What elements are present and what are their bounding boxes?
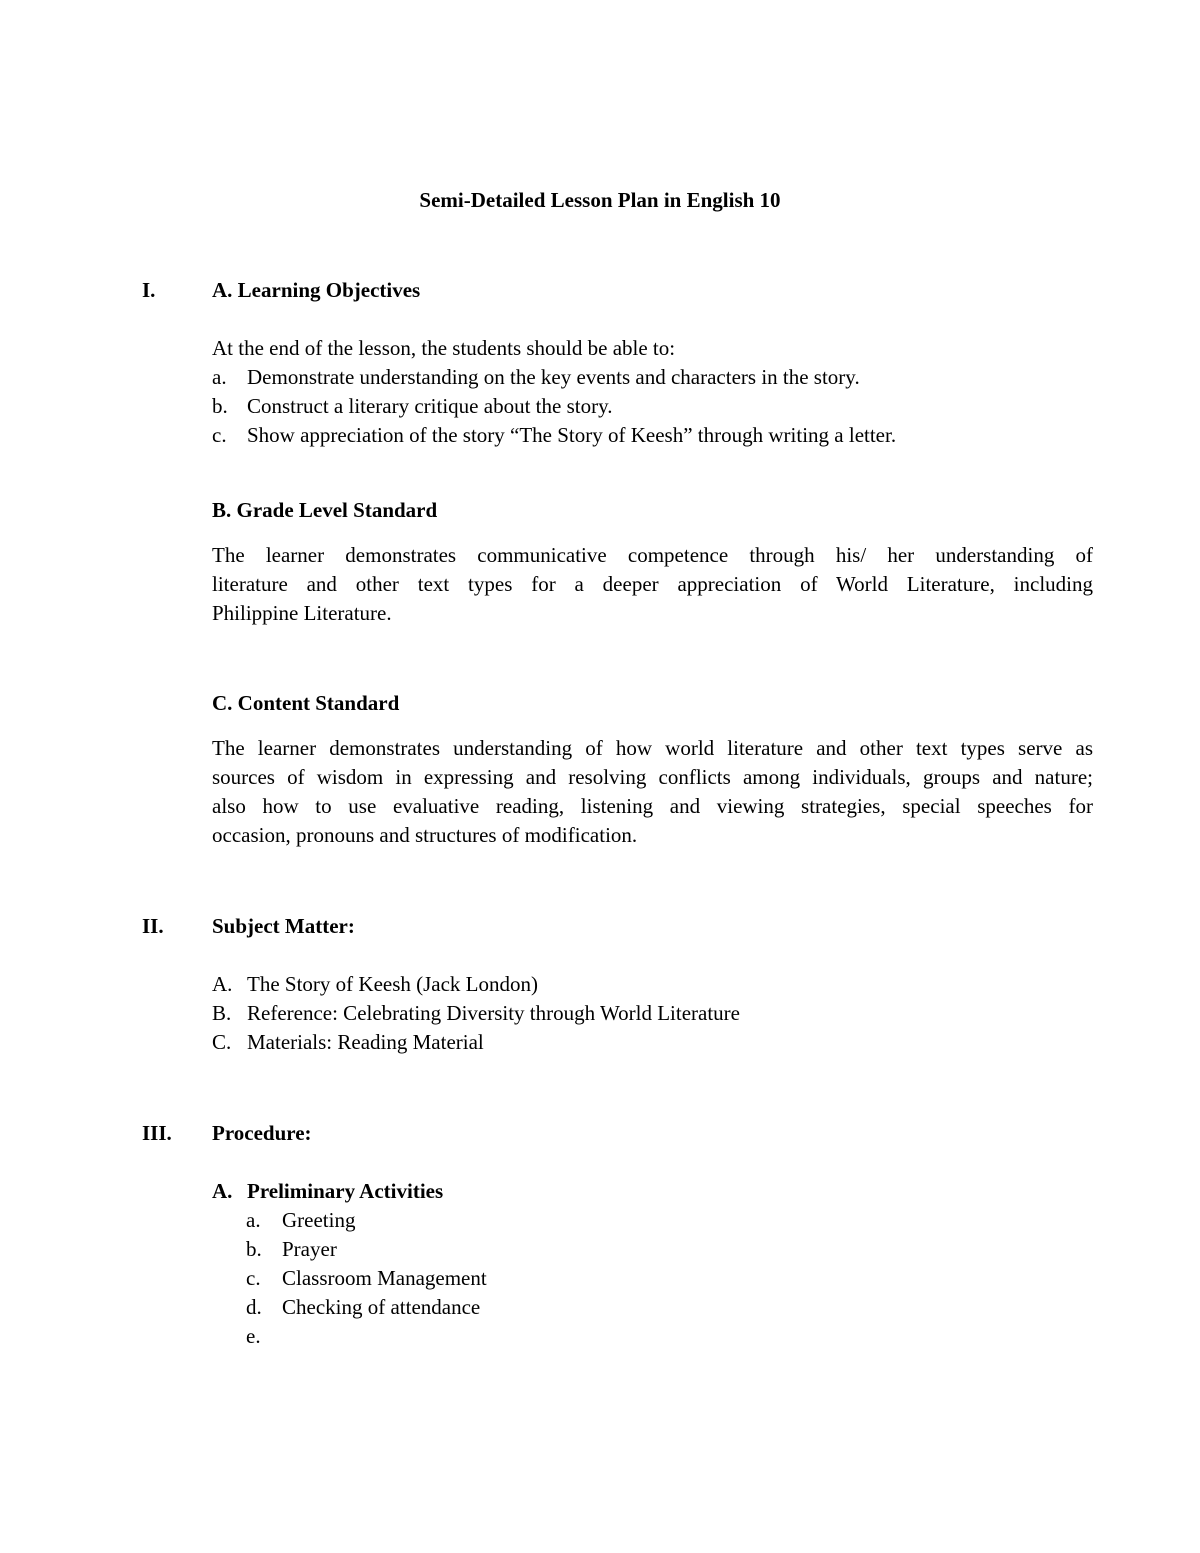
preliminary-item-marker: c. bbox=[246, 1266, 261, 1290]
paragraph-line: occasion, pronouns and structures of modification. bbox=[212, 823, 638, 847]
grade-level-heading: B. Grade Level Standard bbox=[212, 498, 438, 522]
preliminary-item-text: Prayer bbox=[282, 1237, 337, 1261]
subject-matter-marker: C. bbox=[212, 1030, 232, 1054]
preliminary-marker: A. bbox=[212, 1179, 233, 1203]
preliminary-item-text: Checking of attendance bbox=[282, 1295, 481, 1319]
paragraph-line: The learner demonstrates communicative competence through his/ her understanding of bbox=[212, 543, 1093, 567]
preliminary-item-marker: e. bbox=[246, 1324, 261, 1348]
objective-item bbox=[212, 421, 1092, 450]
objective-text: Construct a literary critique about the story. bbox=[247, 394, 613, 418]
preliminary-item bbox=[246, 1206, 355, 1235]
learning-objectives-heading: A. Learning Objectives bbox=[212, 278, 421, 302]
preliminary-item bbox=[246, 1293, 480, 1322]
paragraph-line: sources of wisdom in expressing and resolving conflicts among individuals, groups and nature; bbox=[212, 765, 1093, 789]
paragraph-line: also how to use evaluative reading, listening and viewing strategies, special speeches for bbox=[212, 794, 1093, 818]
preliminary-item bbox=[246, 1235, 337, 1264]
objective-item bbox=[212, 363, 1092, 392]
section-1-numeral: I. bbox=[142, 278, 156, 302]
document-title: Semi-Detailed Lesson Plan in English 10 bbox=[419, 188, 781, 212]
preliminary-item-marker: d. bbox=[246, 1295, 262, 1319]
preliminary-item-marker: a. bbox=[246, 1208, 261, 1232]
subject-matter-heading: Subject Matter: bbox=[212, 914, 355, 938]
objective-marker: a. bbox=[212, 365, 227, 389]
subject-matter-text: The Story of Keesh (Jack London) bbox=[247, 972, 539, 996]
paragraph-line: literature and other text types for a deeper appreciation of World Literature, including bbox=[212, 572, 1093, 596]
objective-text: Show appreciation of the story “The Story of Keesh” through writing a letter. bbox=[247, 423, 897, 447]
subject-matter-item bbox=[212, 999, 1092, 1028]
preliminary-activities-heading bbox=[212, 1177, 443, 1206]
subject-matter-item bbox=[212, 1028, 1092, 1057]
subject-matter-marker: B. bbox=[212, 1001, 232, 1025]
preliminary-item bbox=[246, 1264, 487, 1293]
subject-matter-text: Reference: Celebrating Diversity through World Literature bbox=[247, 1001, 740, 1025]
paragraph-line: The learner demonstrates understanding of how world literature and other text types serve as bbox=[212, 736, 1093, 760]
preliminary-item-text: Classroom Management bbox=[282, 1266, 487, 1290]
objective-marker: b. bbox=[212, 394, 228, 418]
paragraph-line: Philippine Literature. bbox=[212, 601, 392, 625]
content-standard-paragraph bbox=[212, 734, 1093, 850]
objective-text: Demonstrate understanding on the key events and characters in the story. bbox=[247, 365, 860, 389]
subject-matter-text: Materials: Reading Material bbox=[247, 1030, 484, 1054]
subject-matter-marker: A. bbox=[212, 972, 233, 996]
content-standard-heading: C. Content Standard bbox=[212, 691, 400, 715]
section-2-numeral: II. bbox=[142, 914, 164, 938]
preliminary-item-marker: b. bbox=[246, 1237, 262, 1261]
section-3-numeral: III. bbox=[142, 1121, 172, 1145]
objective-marker: c. bbox=[212, 423, 227, 447]
objective-item bbox=[212, 392, 1092, 421]
preliminary-item bbox=[246, 1322, 282, 1351]
subject-matter-item bbox=[212, 970, 1092, 999]
objectives-intro: At the end of the lesson, the students should be able to: bbox=[212, 336, 676, 360]
preliminary-item-text: Greeting bbox=[282, 1208, 356, 1232]
procedure-heading: Procedure: bbox=[212, 1121, 312, 1145]
preliminary-heading-text: Preliminary Activities bbox=[247, 1179, 444, 1203]
grade-level-paragraph bbox=[212, 541, 1093, 628]
